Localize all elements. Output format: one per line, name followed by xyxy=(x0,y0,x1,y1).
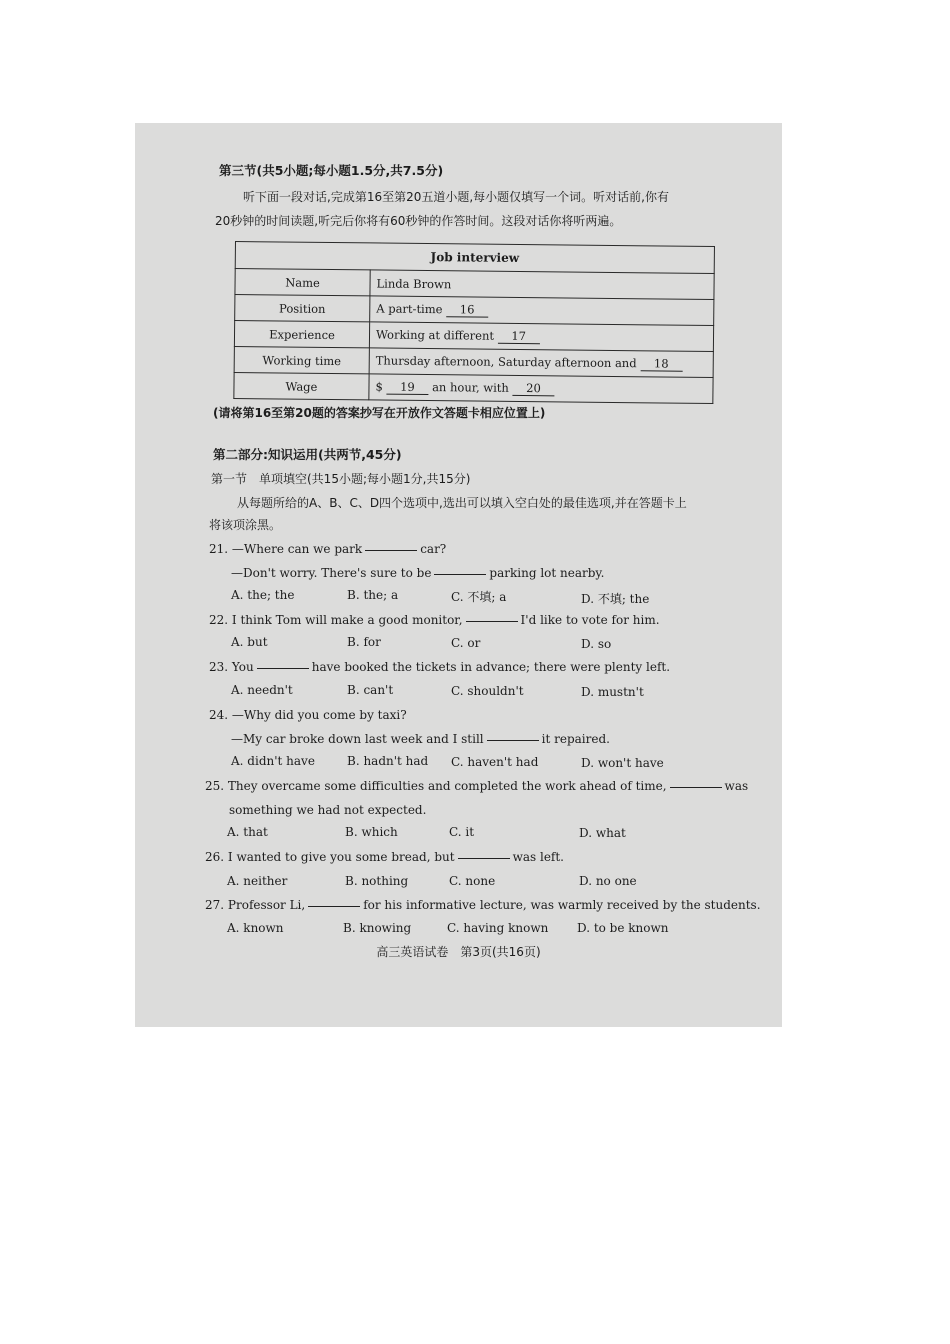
row-value: Linda Brown xyxy=(370,270,714,300)
section3-heading: 第三节(共5小题;每小题1.5分,共7.5分) xyxy=(219,163,444,178)
option-c: C. none xyxy=(449,874,496,888)
blank-16: 16 xyxy=(446,302,488,317)
question-24: 24. —Why did you come by taxi? xyxy=(209,708,407,722)
option-a: A. known xyxy=(227,921,284,935)
row-label: Wage xyxy=(234,372,369,399)
blank-18: 18 xyxy=(640,356,682,371)
row-value: Working at different 17 xyxy=(369,322,713,352)
exam-page xyxy=(135,123,782,1027)
table-row xyxy=(234,372,713,403)
question-21-line2: —Don't worry. There's sure to be parking lot nearby. xyxy=(231,566,605,580)
option-d: D. what xyxy=(579,826,626,840)
section3-instruction-line2: 20秒钟的时间读题,听完后你将有60秒钟的作答时间。这段对话你将听两遍。 xyxy=(215,214,622,228)
question-23: 23. You have booked the tickets in advance; there were plenty left. xyxy=(209,660,671,674)
question-26: 26. I wanted to give you some bread, but was left. xyxy=(205,850,564,864)
option-c: C. haven't had xyxy=(451,755,539,769)
option-a: A. neither xyxy=(227,874,288,888)
option-d: D. won't have xyxy=(581,756,664,770)
option-a: A. didn't have xyxy=(231,754,315,768)
question-24-line2: —My car broke down last week and I still it repaired. xyxy=(231,732,610,746)
option-b: B. hadn't had xyxy=(347,754,429,768)
blank-20: 20 xyxy=(512,381,554,396)
part2-instruction-line1: 从每题所给的A、B、C、D四个选项中,选出可以填入空白处的最佳选项,并在答题卡上 xyxy=(237,496,687,510)
question-22: 22. I think Tom will make a good monitor, I'd like to vote for him. xyxy=(209,613,660,627)
part2-instruction-line2: 将该项涂黑。 xyxy=(209,518,282,532)
option-a: A. that xyxy=(227,825,268,839)
option-c: C. 不填; a xyxy=(451,590,507,604)
part2-heading: 第二部分:知识运用(共两节,45分) xyxy=(213,447,402,462)
section3-instruction-line1: 听下面一段对话,完成第16至第20五道小题,每小题仅填写一个词。听对话前,你有 xyxy=(243,190,669,204)
option-c: C. having known xyxy=(447,921,549,935)
question-25-line2: something we had not expected. xyxy=(229,803,427,817)
blank-19: 19 xyxy=(386,380,428,395)
job-interview-table xyxy=(233,241,715,404)
option-d: D. so xyxy=(581,637,612,651)
option-a: A. the; the xyxy=(231,588,295,602)
row-label: Name xyxy=(235,269,370,296)
option-b: B. can't xyxy=(347,683,394,697)
row-label: Position xyxy=(235,295,370,322)
option-b: B. the; a xyxy=(347,588,399,602)
row-value: Thursday afternoon, Saturday afternoon and 18 xyxy=(369,348,713,378)
row-label: Working time xyxy=(234,346,369,373)
row-label: Experience xyxy=(234,321,369,348)
row-value: A part-time 16 xyxy=(370,296,714,326)
option-c: C. it xyxy=(449,825,475,839)
option-b: B. nothing xyxy=(345,874,409,888)
option-d: D. mustn't xyxy=(581,685,644,699)
option-a: A. needn't xyxy=(231,683,293,697)
blank-17: 17 xyxy=(498,329,540,344)
option-b: B. knowing xyxy=(343,921,412,935)
question-27: 27. Professor Li, for his informative lecture, was warmly received by the students. xyxy=(205,898,761,912)
table-title: Job interview xyxy=(235,242,714,274)
option-b: B. for xyxy=(347,635,381,649)
option-a: A. but xyxy=(231,635,268,649)
row-value: $ 19 an hour, with 20 xyxy=(369,374,713,404)
option-b: B. which xyxy=(345,825,398,839)
question-21: 21. —Where can we park car? xyxy=(209,542,447,556)
part2-section1-heading: 第一节 单项填空(共15小题;每小题1分,共15分) xyxy=(211,472,471,486)
option-d: D. to be known xyxy=(577,921,669,935)
option-d: D. no one xyxy=(579,874,637,888)
section3-note: (请将第16至第20题的答案抄写在开放作文答题卡相应位置上) xyxy=(213,406,546,420)
option-d: D. 不填; the xyxy=(581,592,650,606)
option-c: C. shouldn't xyxy=(451,684,524,698)
question-25: 25. They overcame some difficulties and completed the work ahead of time, was xyxy=(205,779,749,793)
page-footer: 高三英语试卷 第3页(共16页) xyxy=(376,945,541,959)
option-c: C. or xyxy=(451,636,481,650)
